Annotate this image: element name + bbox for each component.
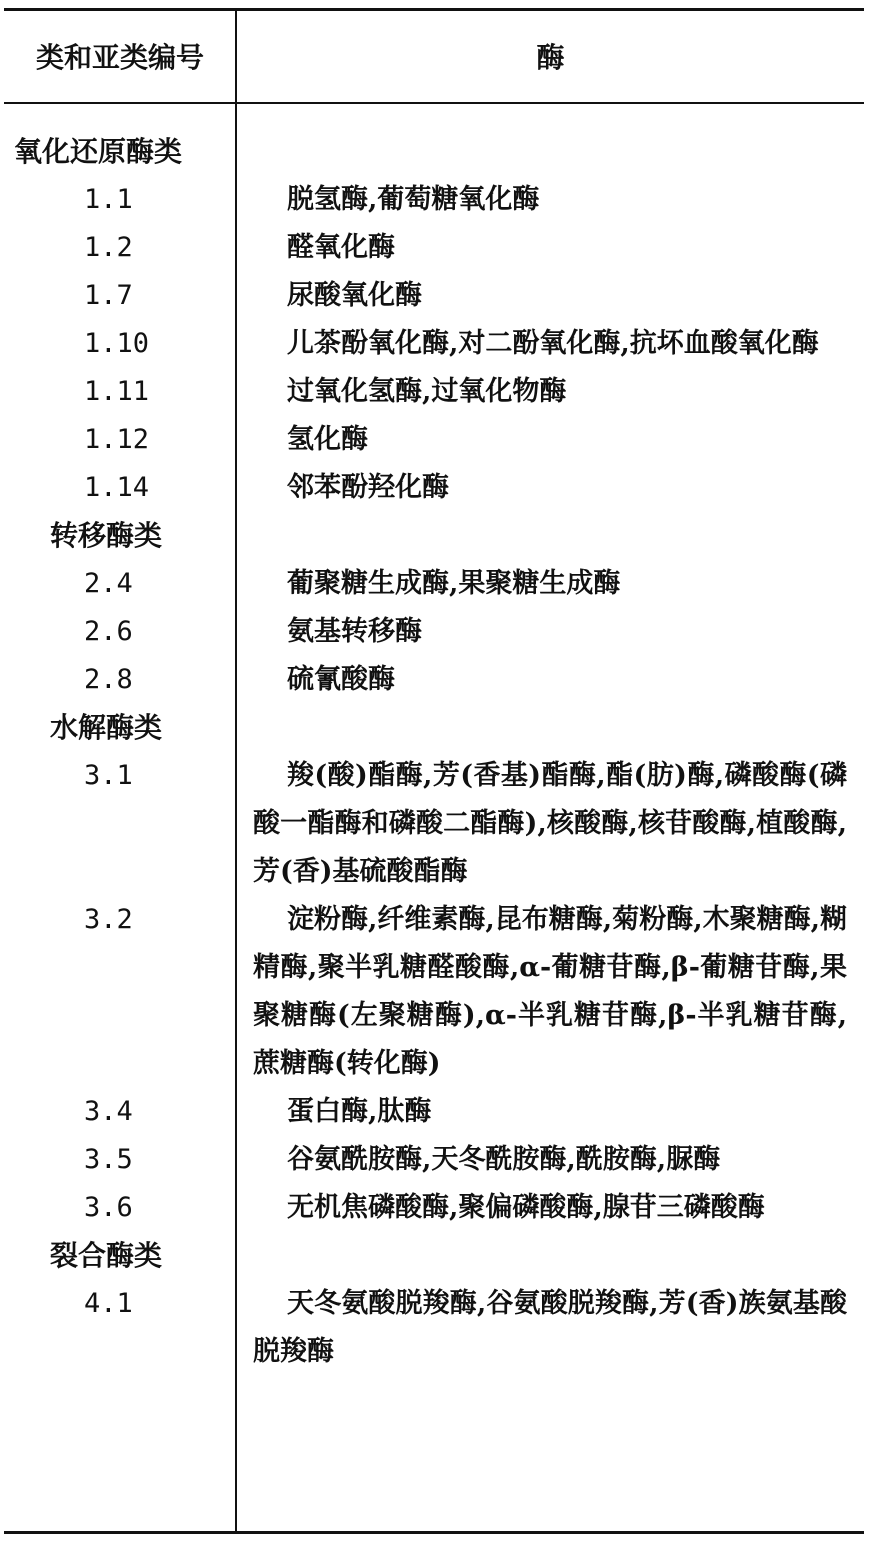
header-class-number: 类和亚类编号 <box>35 41 204 74</box>
enzyme-list: 儿茶酚氧化酶,对二酚氧化酶,抗坏血酸氧化酶 <box>287 328 819 359</box>
category-label: 转移酶类 <box>50 519 163 552</box>
enzyme-list: 葡聚糖生成酶,果聚糖生成酶 <box>287 568 621 599</box>
enzyme-list: 氨基转移酶 <box>287 616 422 647</box>
subclass-number: 4.1 <box>84 1288 133 1319</box>
enzyme-list: 谷氨酰胺酶,天冬酰胺酶,酰胺酶,脲酶 <box>287 1144 721 1175</box>
table-row <box>0 608 870 656</box>
enzyme-list: 邻苯酚羟化酶 <box>287 472 449 503</box>
category-label: 裂合酶类 <box>50 1239 163 1272</box>
table-row <box>0 224 870 272</box>
subclass-number: 1.11 <box>84 376 150 407</box>
subclass-number: 2.4 <box>84 568 133 599</box>
enzyme-list: 醛氧化酶 <box>287 232 395 263</box>
category-row <box>0 128 870 176</box>
enzyme-list: 无机焦磷酸酶,聚偏磷酸酶,腺苷三磷酸酶 <box>287 1192 765 1223</box>
enzyme-list: 天冬氨酸脱羧酶,谷氨酸脱羧酶,芳(香)族氨基酸脱羧酶 <box>253 1288 847 1367</box>
table-row <box>0 416 870 464</box>
table-row <box>0 1136 870 1184</box>
enzyme-list: 淀粉酶,纤维素酶,昆布糖酶,菊粉酶,木聚糖酶,糊精酶,聚半乳糖醛酸酶,α-葡糖苷酶,β-葡糖苷酶,果聚糖酶(左聚糖酶),α-半乳糖苷酶,β-半乳糖苷酶,蔗糖酶(转化酶) <box>253 904 847 1079</box>
table-top-rule <box>4 8 864 11</box>
table-header-rule <box>4 102 864 104</box>
table-row <box>0 320 870 368</box>
table-bottom-rule <box>4 1531 864 1534</box>
subclass-number: 1.10 <box>84 328 150 359</box>
table-row <box>0 368 870 416</box>
table-row <box>0 1088 870 1136</box>
table-row <box>0 896 870 1088</box>
category-row <box>0 512 870 560</box>
enzyme-list: 尿酸氧化酶 <box>287 280 422 311</box>
header-enzyme: 酶 <box>536 41 565 74</box>
category-label: 水解酶类 <box>50 711 163 744</box>
enzyme-list: 硫氰酸酶 <box>287 664 395 695</box>
subclass-number: 1.7 <box>84 280 133 311</box>
table-row <box>0 464 870 512</box>
table-row <box>0 656 870 704</box>
subclass-number: 3.2 <box>84 904 133 935</box>
subclass-number: 3.6 <box>84 1192 133 1223</box>
subclass-number: 1.12 <box>84 424 150 455</box>
table-row <box>0 1184 870 1232</box>
subclass-number: 1.2 <box>84 232 133 263</box>
subclass-number: 3.5 <box>84 1144 133 1175</box>
subclass-number: 2.6 <box>84 616 133 647</box>
category-row <box>0 704 870 752</box>
table-row <box>0 752 870 896</box>
subclass-number: 2.8 <box>84 664 133 695</box>
table-row <box>0 1280 870 1376</box>
table-row <box>0 560 870 608</box>
enzyme-list: 蛋白酶,肽酶 <box>287 1096 432 1127</box>
enzyme-list: 氢化酶 <box>287 424 368 455</box>
subclass-number: 3.4 <box>84 1096 133 1127</box>
enzyme-list: 脱氢酶,葡萄糖氧化酶 <box>287 184 540 215</box>
table-row <box>0 272 870 320</box>
enzyme-list: 过氧化氢酶,过氧化物酶 <box>287 376 567 407</box>
table-row <box>0 176 870 224</box>
category-row <box>0 1232 870 1280</box>
subclass-number: 3.1 <box>84 760 133 791</box>
subclass-number: 1.14 <box>84 472 150 503</box>
subclass-number: 1.1 <box>84 184 133 215</box>
table-body <box>0 128 870 1376</box>
enzyme-list: 羧(酸)酯酶,芳(香基)酯酶,酯(肪)酶,磷酸酶(磷酸一酯酶和磷酸二酯酶),核酸酶,核苷酸酶,植酸酶,芳(香)基硫酸酯酶 <box>253 760 847 887</box>
category-label: 氧化还原酶类 <box>14 135 183 168</box>
